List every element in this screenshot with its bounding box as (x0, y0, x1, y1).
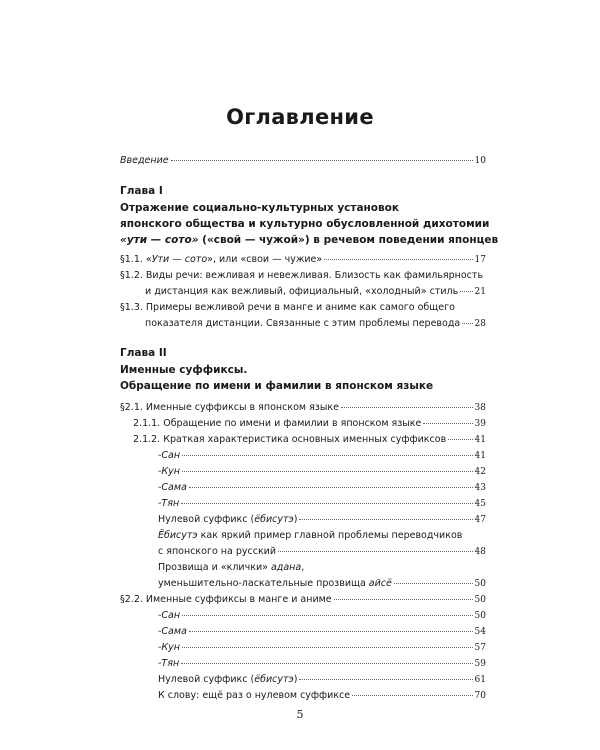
dot-leader (182, 646, 473, 648)
toc-entry-by-the-way[interactable] (158, 688, 486, 704)
chapter-2-heading: Глава II (120, 347, 167, 359)
toc-entry-page: 50 (474, 595, 486, 605)
page-number: 5 (296, 708, 304, 721)
toc-entry-label: Нулевой суффикс (ёбисутэ) (158, 674, 298, 685)
toc-entry-page: 50 (474, 611, 486, 621)
dot-leader (181, 662, 472, 664)
dot-leader (171, 159, 473, 161)
toc-entry-2-2-kun[interactable] (158, 640, 486, 656)
dot-leader (182, 454, 472, 456)
toc-entry-2-1-1[interactable] (133, 416, 486, 432)
toc-entry-label: -Кун (158, 642, 181, 653)
toc-entry-label: уменьшительно-ласкательные прозвища айсё (158, 578, 392, 589)
toc-entry-page: 50 (474, 579, 486, 589)
toc-entry-label: 2.1.2. Краткая характеристика основных именных суффиксов (133, 434, 447, 445)
toc-entry-page: 54 (474, 627, 486, 637)
toc-entry-2-1-2[interactable] (133, 432, 486, 448)
toc-entry-1-1[interactable] (120, 252, 486, 268)
toc-entry-null-suffix[interactable] (158, 512, 486, 528)
toc-entry-label: -Сан (158, 450, 181, 461)
toc-entry-label: показателя дистанции. Связанные с этим проблемы перевода (145, 318, 461, 329)
dot-leader (189, 486, 473, 488)
toc-entry-suffix-sama[interactable] (158, 480, 486, 496)
toc-entry-label: с японского на русский (158, 546, 277, 557)
toc-entry-page: 57 (474, 643, 486, 653)
toc-entry-page: 38 (474, 403, 486, 413)
toc-entry-nicknames[interactable] (158, 576, 486, 592)
toc-entry-1-2[interactable] (145, 284, 486, 300)
toc-entry-page: 41 (474, 435, 486, 445)
toc-entry-2-2-sama[interactable] (158, 624, 486, 640)
dot-leader (299, 518, 472, 520)
chapter-1-heading: Глава I (120, 185, 163, 197)
toc-entry-page: 17 (474, 255, 486, 265)
chapter-1-title-italic: «ути — сото» (120, 234, 199, 246)
dot-leader (324, 258, 472, 260)
dot-leader (352, 694, 472, 696)
toc-entry-page: 21 (474, 287, 486, 297)
toc-entry-label: -Кун (158, 466, 181, 477)
dot-leader (394, 582, 473, 584)
toc-entry-label: и дистанция как вежливый, официальный, «холодный» стиль (145, 286, 459, 297)
dot-leader (341, 406, 473, 408)
toc-entry-label: -Сан (158, 610, 181, 621)
toc-entry-2-2[interactable] (120, 592, 486, 608)
toc-entry-label: -Тян (158, 498, 180, 509)
toc-entry-page: 45 (474, 499, 486, 509)
toc-entry-introduction[interactable] (120, 153, 486, 169)
toc-entry-page: 39 (474, 419, 486, 429)
toc-entry-2-2-san[interactable] (158, 608, 486, 624)
toc-entry-2-2-null-suffix[interactable] (158, 672, 486, 688)
toc-entry-suffix-kun[interactable] (158, 464, 486, 480)
dot-leader (181, 502, 472, 504)
chapter-1-title-line-3 (120, 232, 498, 248)
toc-entry-yobisute-line-1[interactable]: Ёбисутэ как яркий пример главной проблемы переводчиков (158, 530, 463, 541)
dot-leader (448, 438, 472, 440)
dot-leader (182, 470, 473, 472)
toc-entry-page: 47 (474, 515, 486, 525)
toc-entry-label: §2.1. Именные суффиксы в японском языке (120, 402, 339, 413)
chapter-1-title-line-2: японского общества и культурно обусловленной дихотомии (120, 218, 490, 230)
chapter-2-title-line-2: Обращение по имени и фамилии в японском языке (120, 380, 434, 392)
toc-entry-page: 70 (474, 691, 486, 701)
toc-entry-1-3[interactable] (145, 316, 486, 332)
toc-entry-nicknames-line-1[interactable]: Прозвища и «клички» адана, (158, 562, 305, 573)
toc-entry-2-1[interactable] (120, 400, 486, 416)
toc-entry-page: 43 (474, 483, 486, 493)
dot-leader (189, 630, 473, 632)
toc-entry-label: -Сама (158, 626, 187, 637)
toc-entry-page: 41 (474, 451, 486, 461)
toc-entry-page: 59 (474, 659, 486, 669)
toc-entry-label: -Сама (158, 482, 187, 493)
chapter-1-title-line-1: Отражение социально-культурных установок (120, 202, 400, 214)
toc-entry-suffix-san[interactable] (158, 448, 486, 464)
toc-title: Оглавление (226, 105, 374, 129)
dot-leader (460, 290, 472, 292)
toc-entry-label: -Тян (158, 658, 180, 669)
chapter-1-title-rest: («свой — чужой») в речевом поведении японцев (198, 234, 499, 246)
toc-entry-label: Нулевой суффикс (ёбисутэ) (158, 514, 298, 525)
dot-leader (182, 614, 472, 616)
toc-entry-label: К слову: ещё раз о нулевом суффиксе (158, 690, 351, 701)
toc-entry-suffix-chan[interactable] (158, 496, 486, 512)
toc-entry-page: 61 (474, 675, 486, 685)
toc-entry-label: §2.2. Именные суффиксы в манге и аниме (120, 594, 332, 605)
toc-entry-yobisute[interactable] (158, 544, 486, 560)
toc-entry-label: §1.1. «Ути — сото», или «свои — чужие» (120, 254, 323, 265)
dot-leader (462, 322, 472, 324)
toc-entry-1-3-line-1[interactable]: §1.3. Примеры вежливой речи в манге и аниме как самого общего (120, 302, 455, 313)
toc-entry-label: 2.1.1. Обращение по имени и фамилии в японском языке (133, 418, 422, 429)
dot-leader (278, 550, 473, 552)
dot-leader (299, 678, 472, 680)
toc-entry-page: 10 (474, 156, 486, 166)
toc-entry-2-2-chan[interactable] (158, 656, 486, 672)
toc-entry-page: 42 (474, 467, 486, 477)
chapter-2-title-line-1: Именные суффиксы. (120, 364, 248, 376)
dot-leader (423, 422, 472, 424)
toc-entry-page: 28 (474, 319, 486, 329)
toc-entry-page: 48 (474, 547, 486, 557)
toc-entry-1-2-line-1[interactable]: §1.2. Виды речи: вежливая и невежливая. Близость как фамильярность (120, 270, 484, 281)
dot-leader (334, 598, 473, 600)
toc-entry-label: Введение (120, 155, 169, 166)
